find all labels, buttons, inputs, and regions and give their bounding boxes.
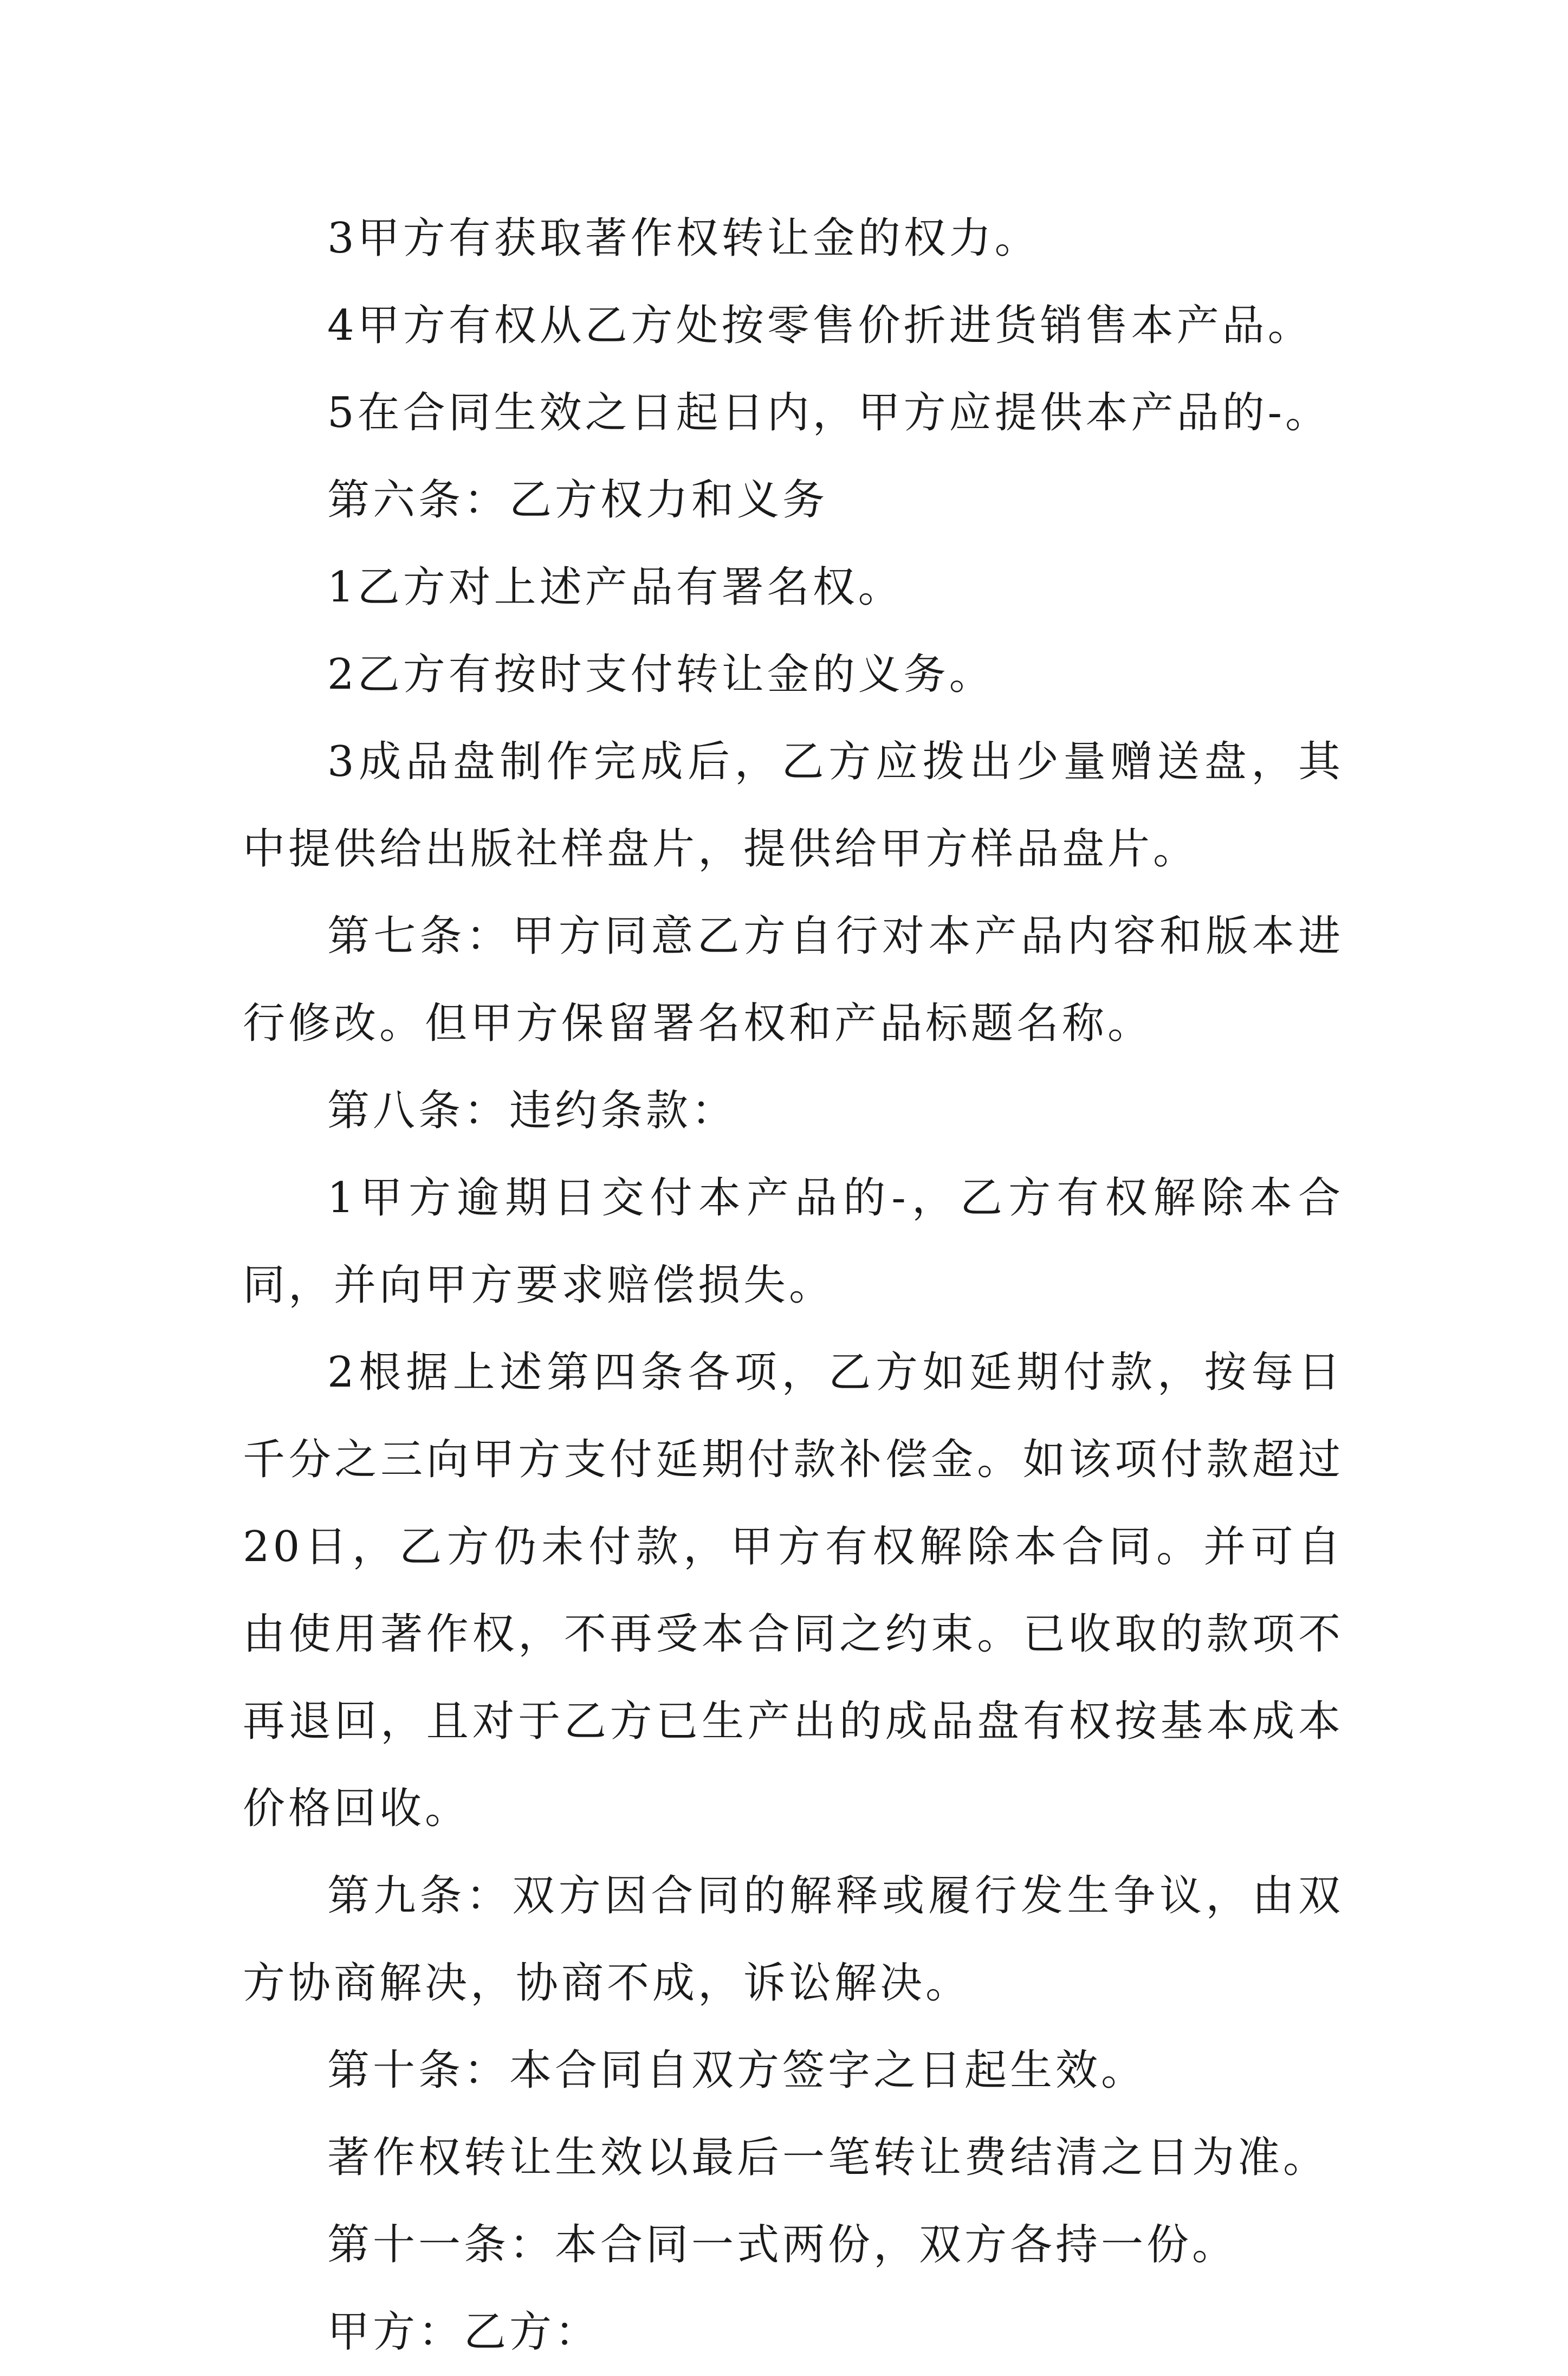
clause-paragraph: 3甲方有获取著作权转让金的权力。 (327, 214, 1040, 263)
clause-paragraph: 1乙方对上述产品有署名权。 (327, 563, 904, 612)
article-paragraph: 第九条：双方因合同的解释或履行发生争议，由双方协商解决，协商不成，诉讼解决。 (243, 1872, 1344, 2008)
clause-paragraph: 5在合同生效之日起日内，甲方应提供本产品的-。 (327, 389, 1331, 437)
article-heading: 第八条：违约条款： (327, 1086, 737, 1135)
article-paragraph: 第十条：本合同自双方签字之日起生效。 (327, 2046, 1147, 2095)
article-paragraph: 第十一条：本合同一式两份，双方各持一份。 (327, 2220, 1238, 2269)
clause-paragraph: 著作权转让生效以最后一笔转让费结清之日为准。 (327, 2133, 1329, 2182)
clause-paragraph: 2根据上述第四条各项，乙方如延期付款，按每日千分之三向甲方支付延期付款补偿金。如该项付款超过20日，乙方仍未付款，甲方有权解除本合同。并可自由使用著作权，不再受本合同之约束。已收取的款项不再退回，且对于乙方已生产出的成品盘有权按基本成本价格回收。 (243, 1348, 1344, 1833)
signature-line: 甲方：乙方： (327, 2308, 601, 2356)
article-paragraph: 第七条：甲方同意乙方自行对本产品内容和版本进行修改。但甲方保留署名权和产品标题名称。 (243, 912, 1344, 1048)
document-body (243, 195, 1344, 2376)
article-heading: 第六条：乙方权力和义务 (327, 476, 828, 525)
clause-paragraph: 3成品盘制作完成后，乙方应拨出少量赠送盘，其中提供给出版社样盘片，提供给甲方样品盘片。 (243, 737, 1344, 873)
clause-paragraph: 2乙方有按时支付转让金的义务。 (327, 650, 995, 699)
clause-paragraph: 1甲方逾期日交付本产品的-，乙方有权解除本合同，并向甲方要求赔偿损失。 (243, 1174, 1344, 1310)
clause-paragraph: 4甲方有权从乙方处按零售价折进货销售本产品。 (327, 301, 1313, 350)
